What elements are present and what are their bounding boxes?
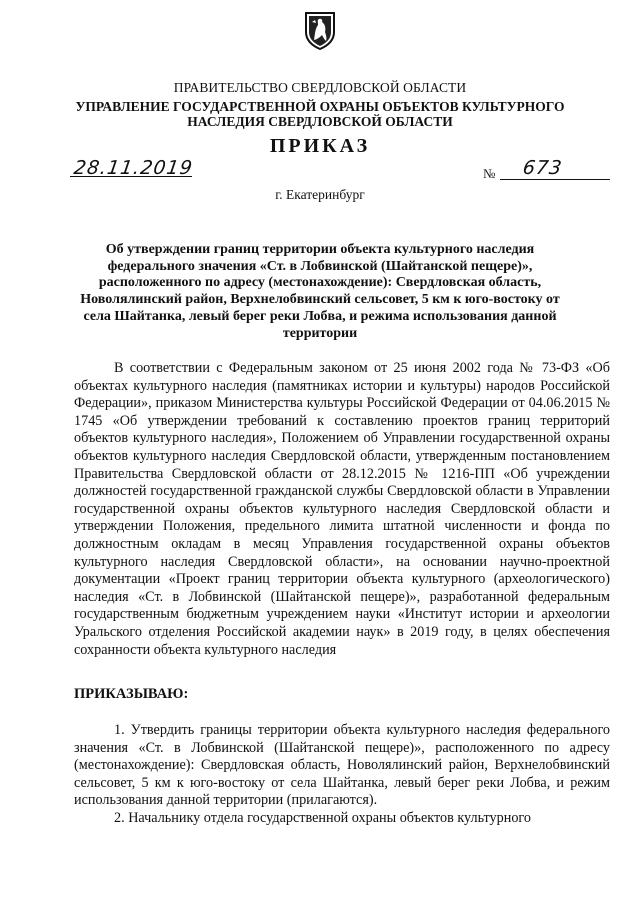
order-word: ПРИКАЗЫВАЮ: xyxy=(74,686,189,702)
preamble-paragraph: В соответствии с Федеральным законом от 25 июня 2002 года № 73-ФЗ «Об объектах культурного наследия (памятниках истории и культуры) народов Российской Федерации», приказом Министерства культуры Российской Федерации от 04.06.2015 № 1745 «Об утверждении требований к составлению проектов границ территорий объектов культурного наследия», Положением об Управлении государственной охраны объектов культурного наследия Свердловской области, утвержденным постановлением Правительства Свердловской области от 28.12.2015 № 1216-ПП «Об учреждении должностей государственной гражданской службы Свердловской области в Управлении государственной охраны объектов культурного наследия Свердловской области и утверждении Положения, предельного лимита штатной численности и фонда по должностным окладам в месяц Управления государственной охраны объектов культурного наследия Свердловской области», на основании научно-проектной документации «Проект границ территории объекта культурного (археологического) наследия «Ст. в Лобвинской (Шайтанской пещере)», разработанной федеральным государственным бюджетным учреждением науки «Институт истории и археологии Уральского отделения Российской академии наук» в 2019 году, в целях обеспечения сохранности объекта культурного наследия xyxy=(74,360,610,658)
order-item-1: 1. Утвердить границы территории объекта культурного наследия федерального значения «Ст. в Лобвинской (Шайтанской пещере)», расположенного по адресу (местонахождение): Свердловская область, Новолялинский район, Верхнелобвинский сельсовет, 5 км к юго-востоку от села Шайтанка, левый берег реки Лобва, и режим использования данной территории (прилагаются). xyxy=(74,722,610,809)
number-label: № xyxy=(483,166,496,181)
order-item-2: 2. Начальнику отдела государственной охраны объектов культурного xyxy=(114,809,531,826)
order-items-list xyxy=(74,722,610,828)
order-date: 28.11.2019 xyxy=(72,157,195,179)
order-number: 673 xyxy=(521,157,564,179)
number-underline xyxy=(500,179,610,180)
order-subject: Об утверждении границ территории объекта культурного наследия федерального значения «Ст. в Лобвинской (Шайтанской пещере)», расположенного по адресу (местонахождение): Свердловская область, Новолялинский район, Верхнелобвинский сельсовет, 5 км к юго-востоку от села Шайтанка, левый берег реки Лобва, и режима использования данной территории xyxy=(80,242,560,341)
department-name: УПРАВЛЕНИЕ ГОСУДАРСТВЕННОЙ ОХРАНЫ ОБЪЕКТОВ КУЛЬТУРНОГО НАСЛЕДИЯ СВЕРДЛОВСКОЙ ОБЛАСТИ xyxy=(75,99,565,129)
government-name: ПРАВИТЕЛЬСТВО СВЕРДЛОВСКОЙ ОБЛАСТИ xyxy=(173,80,467,95)
coat-of-arms-icon xyxy=(303,10,337,50)
city-name: г. Екатеринбург xyxy=(275,187,365,202)
document-type-title: ПРИКАЗ xyxy=(269,135,371,157)
date-underline xyxy=(70,176,192,177)
